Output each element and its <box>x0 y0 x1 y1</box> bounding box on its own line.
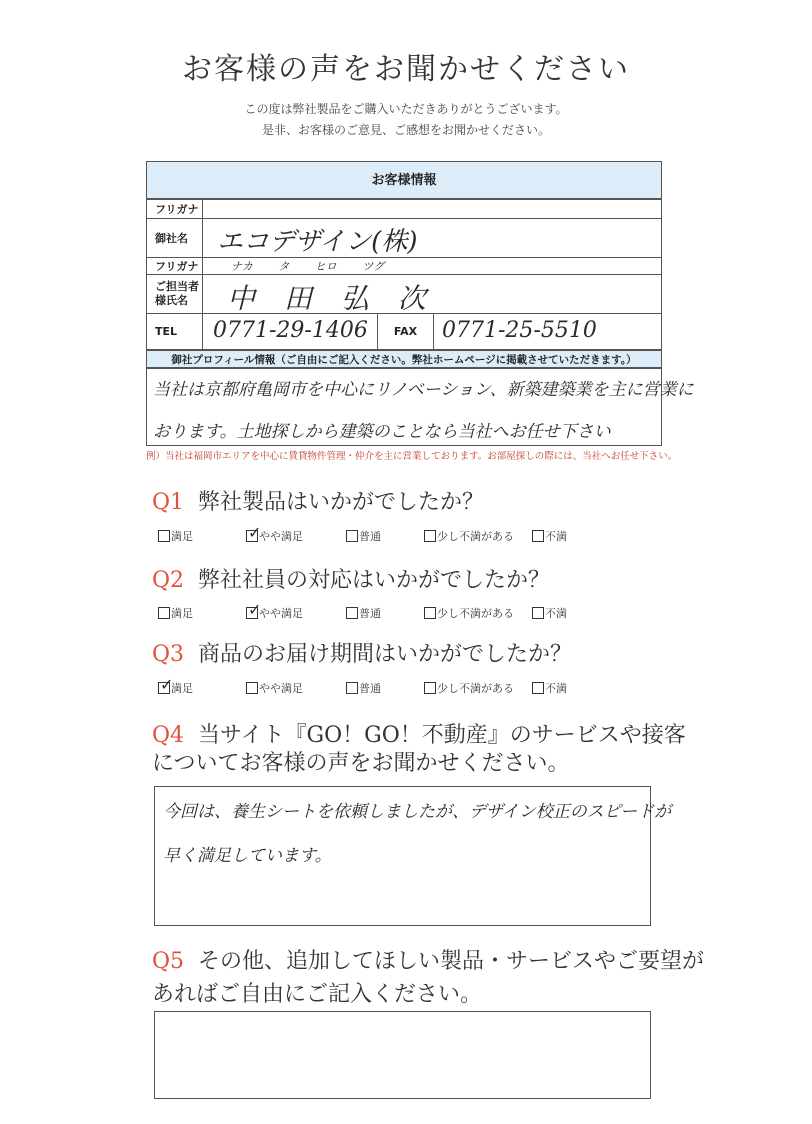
company-label: 御社名 <box>146 218 203 258</box>
option-q3-2[interactable] <box>346 680 381 696</box>
option-q1-3[interactable] <box>424 528 514 544</box>
question-4-answer-field[interactable] <box>154 786 672 926</box>
option-label: 不満 <box>545 682 567 695</box>
furigana-field[interactable] <box>202 199 662 219</box>
checkbox[interactable] <box>424 682 436 694</box>
option-label: 少し不満がある <box>437 682 514 695</box>
question-4-text-1: 当サイト『GO！GO！不動産』のサービスや接客 <box>198 723 686 748</box>
checkbox[interactable] <box>246 600 262 619</box>
profile-line-2: おります。土地探しから建築のことなら当社へお任せ下さい <box>153 422 611 442</box>
option-q1-4[interactable] <box>532 528 567 544</box>
option-q3-0[interactable] <box>158 675 193 696</box>
option-label: 満足 <box>171 607 193 620</box>
checkbox[interactable] <box>532 530 544 542</box>
tel-field[interactable] <box>202 313 378 350</box>
furigana2-value: ナカ タ ヒロ ツグ <box>231 260 385 273</box>
option-q2-3[interactable] <box>424 605 514 621</box>
option-q2-0[interactable] <box>158 605 193 621</box>
option-q2-4[interactable] <box>532 605 567 621</box>
question-1-text: 弊社製品はいかがでしたか？ <box>198 490 485 515</box>
question-5-number: Q5 <box>152 949 185 974</box>
check-mark-icon: ✓ <box>160 675 174 694</box>
person-field[interactable] <box>202 274 662 314</box>
check-mark-icon: ✓ <box>248 600 262 619</box>
option-q3-1[interactable] <box>246 680 303 696</box>
question-2-text: 弊社社員の対応はいかがでしたか？ <box>198 568 551 593</box>
person-label-2: 様氏名 <box>155 294 188 307</box>
checkbox[interactable] <box>246 682 258 694</box>
question-5-text-1: その他、追加してほしい製品・サービスやご要望が <box>198 949 705 974</box>
person-label <box>146 274 203 314</box>
intro-line-1: この度は弊社製品をご購入いただきありがとうございます。 <box>244 102 568 116</box>
customer-info-heading: お客様情報 <box>146 161 662 199</box>
option-label: 少し不満がある <box>437 607 514 620</box>
fax-value: 0771-25-5510 <box>442 318 597 343</box>
question-4-answer-line-2: 早く満足しています。 <box>163 846 332 866</box>
person-value: 中 田 弘 次 <box>227 282 436 315</box>
checkbox[interactable] <box>346 682 358 694</box>
page-title: お客様の声をお聞かせください <box>182 52 630 87</box>
furigana2-label: フリガナ <box>146 257 203 275</box>
checkbox[interactable] <box>158 607 170 619</box>
question-1 <box>152 485 484 516</box>
furigana-label: フリガナ <box>146 199 203 219</box>
fax-label: FAX <box>377 313 434 350</box>
tel-value: 0771-29-1406 <box>213 318 368 343</box>
intro-line-2: 是非、お客様のご意見、ご感想をお聞かせください。 <box>261 123 550 137</box>
fax-field[interactable] <box>433 313 662 350</box>
question-5 <box>152 944 704 975</box>
option-label: 満足 <box>171 530 193 543</box>
option-label: 普通 <box>359 607 381 620</box>
checkbox[interactable] <box>246 523 262 542</box>
checkbox[interactable] <box>158 675 174 694</box>
checkbox[interactable] <box>158 530 170 542</box>
customer-info-table <box>146 161 694 525</box>
checkbox[interactable] <box>424 607 436 619</box>
question-3 <box>152 637 572 668</box>
question-4-text-2: についてお客様の声をお聞かせください。 <box>152 751 570 776</box>
option-label: 不満 <box>545 530 567 543</box>
option-label: やや満足 <box>259 530 303 543</box>
option-q3-4[interactable] <box>532 680 567 696</box>
company-value: エコデザイン(株) <box>217 227 418 257</box>
checkbox[interactable] <box>424 530 436 542</box>
option-label: やや満足 <box>259 607 303 620</box>
question-3-number: Q3 <box>152 642 185 667</box>
question-4-answer-line-1: 今回は、養生シートを依頼しましたが、デザイン校正のスピードが <box>163 802 672 822</box>
option-label: やや満足 <box>259 682 303 695</box>
profile-example: 例）当社は福岡市エリアを中心に賃貸物件管理・仲介を主に営業しております。お部屋探しの際には、当社へお任せ下さい。 <box>146 451 678 462</box>
profile-heading: 御社プロフィール情報（ご自由にご記入ください。弊社ホームページに掲載させていただきます。） <box>146 350 662 368</box>
option-label: 満足 <box>171 682 193 695</box>
option-label: 不満 <box>545 607 567 620</box>
checkbox[interactable] <box>346 607 358 619</box>
question-5-text-2: あればご自由にご記入ください。 <box>152 982 483 1007</box>
option-label: 普通 <box>359 682 381 695</box>
tel-label: TEL <box>146 313 203 350</box>
furigana2-field[interactable] <box>202 257 662 275</box>
question-2 <box>152 563 550 594</box>
option-q3-3[interactable] <box>424 680 514 696</box>
option-q1-1[interactable] <box>246 523 303 544</box>
question-4 <box>152 718 686 749</box>
check-mark-icon: ✓ <box>248 523 262 542</box>
question-5-answer-field[interactable] <box>154 1011 651 1099</box>
person-label-1: ご担当者 <box>155 280 199 293</box>
profile-line-1: 当社は京都府亀岡市を中心にリノベーション、新築建築業を主に営業に <box>153 380 694 400</box>
question-4-number: Q4 <box>152 723 185 748</box>
checkbox[interactable] <box>532 607 544 619</box>
checkbox[interactable] <box>532 682 544 694</box>
option-q2-2[interactable] <box>346 605 381 621</box>
question-1-number: Q1 <box>152 490 185 515</box>
checkbox[interactable] <box>346 530 358 542</box>
question-3-text: 商品のお届け期間はいかがでしたか？ <box>198 642 573 667</box>
option-q2-1[interactable] <box>246 600 303 621</box>
company-field[interactable] <box>202 218 662 258</box>
question-2-number: Q2 <box>152 568 185 593</box>
option-q1-0[interactable] <box>158 528 193 544</box>
option-label: 少し不満がある <box>437 530 514 543</box>
option-q1-2[interactable] <box>346 528 381 544</box>
profile-field[interactable] <box>146 368 694 446</box>
option-label: 普通 <box>359 530 381 543</box>
